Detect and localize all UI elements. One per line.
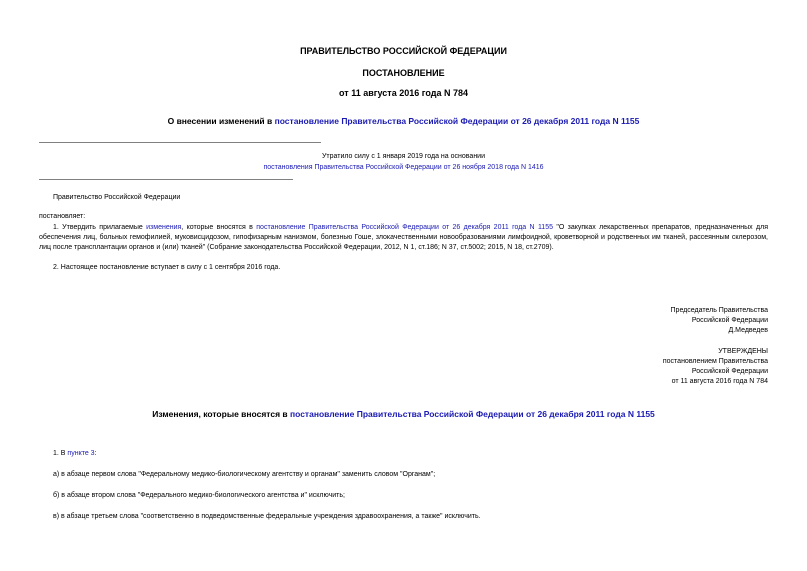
changes-title xyxy=(0,409,807,419)
change-item-a: а) в абзаце первом слова "Федеральному медико-биологическому агентству и органам" заменить словом "Органам"; xyxy=(53,471,436,478)
document-date-number: от 11 августа 2016 года N 784 xyxy=(339,88,468,98)
item1-suffix: : xyxy=(94,450,97,457)
signature-name: Д.Медведев xyxy=(728,327,768,334)
changes-title-prefix: Изменения, которые вносятся в xyxy=(152,409,290,419)
signature-position: Председатель Правительства xyxy=(670,307,768,314)
paragraph-1 xyxy=(39,223,768,253)
bottom-divider xyxy=(39,179,293,180)
approved-country: Российской Федерации xyxy=(691,368,768,375)
change-item-c: в) в абзаце третьем слова "соответственно в подведомственные федеральные учреждения здравоохранения, а также" исключить. xyxy=(53,513,481,520)
approved-label: УТВЕРЖДЕНЫ xyxy=(718,348,768,355)
paragraph-2: 2. Настоящее постановление вступает в силу с 1 сентября 2016 года. xyxy=(53,264,281,271)
decrees-text: постановляет: xyxy=(39,213,86,220)
signature-block xyxy=(671,306,768,336)
intro-text: Правительство Российской Федерации xyxy=(53,194,181,201)
government-heading: ПРАВИТЕЛЬСТВО РОССИЙСКОЙ ФЕДЕРАЦИИ xyxy=(300,46,507,56)
item1-prefix: 1. В xyxy=(53,450,68,457)
approved-block xyxy=(663,347,768,387)
change-item-1 xyxy=(53,449,97,459)
signature-country: Российской Федерации xyxy=(691,317,768,324)
approved-by: постановлением Правительства xyxy=(662,358,768,365)
change-item-b: б) в абзаце втором слова "Федерального медико-биологического агентства и" исключить; xyxy=(53,492,345,499)
p1-text-c: "О закупках лекарственных препаратов, предназначенных для обеспечения лиц, больных гемофилией, муковисцидозом, гипофизарным нанизмом, болезнью Гоше, злокачественными новообразованиями лимфоидной, кроветворной и родственных им тканей, рассеянным склерозом, лиц после трансплантации органов и (или) тканей" (Собрание законодательства Российской Федерации, 2012, N 1, ст.186; N 37, ст.5002; 2015, N 18, ст.2709). xyxy=(39,224,768,251)
approved-date: от 11 августа 2016 года N 784 xyxy=(671,378,768,385)
p1-text-a: 1. Утвердить прилагаемые xyxy=(53,224,147,231)
title-prefix: О внесении изменений в xyxy=(167,116,275,126)
changes-title-link[interactable]: постановление Правительства Российской Федерации от 26 декабря 2011 года N 1155 xyxy=(289,409,655,419)
p1-link-decree[interactable]: постановление Правительства Российской Федерации от 26 декабря 2011 года N 1155 xyxy=(256,224,553,231)
status-link[interactable]: постановления Правительства Российской Федерации от 26 ноября 2018 года N 1416 xyxy=(263,164,544,171)
document-title xyxy=(0,116,807,126)
title-link[interactable]: постановление Правительства Российской Федерации от 26 декабря 2011 года N 1155 xyxy=(274,116,640,126)
document-type: ПОСТАНОВЛЕНИЕ xyxy=(362,68,445,78)
p1-text-b: , которые вносятся в xyxy=(181,224,257,231)
p1-link-changes[interactable]: изменения xyxy=(146,224,182,231)
status-line: Утратило силу с 1 января 2019 года на основании xyxy=(321,153,486,160)
top-divider xyxy=(39,142,321,143)
item1-link[interactable]: пункте 3 xyxy=(67,450,95,457)
